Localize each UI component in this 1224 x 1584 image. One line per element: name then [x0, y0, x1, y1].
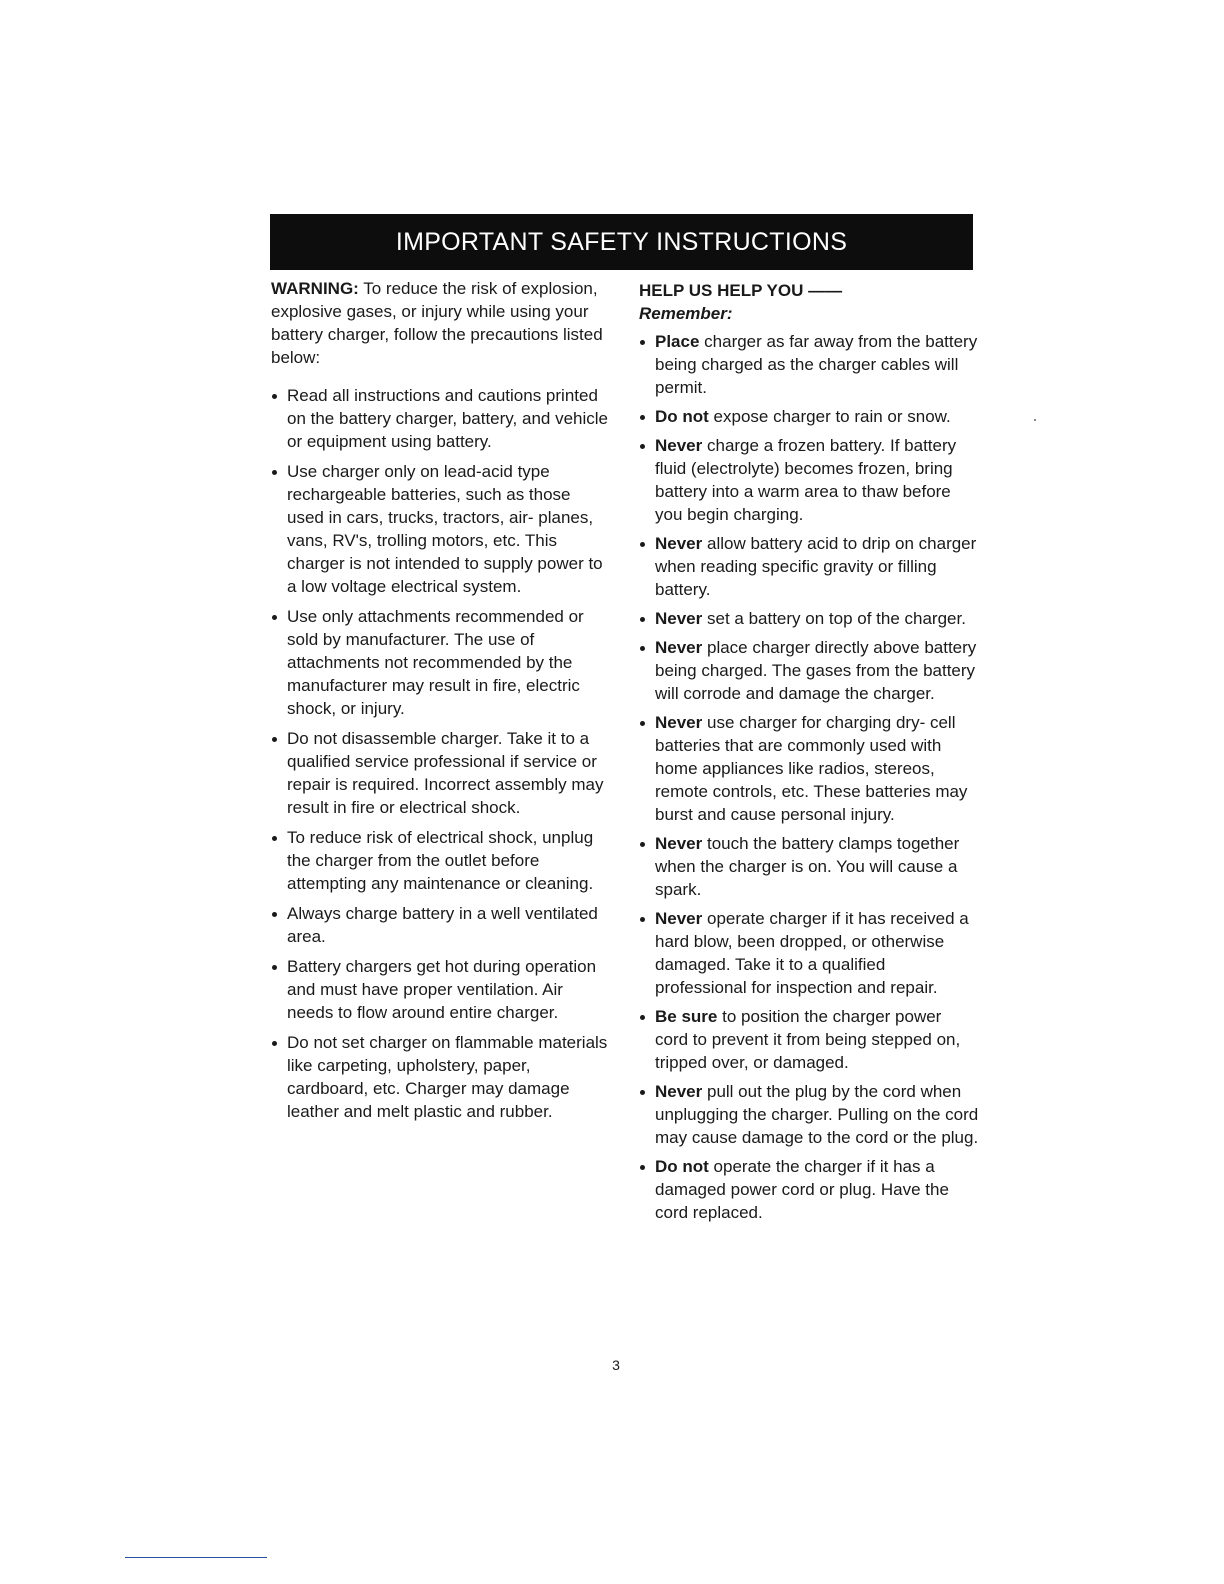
precautions-list	[271, 384, 611, 1123]
list-item	[639, 532, 979, 601]
item-text: place charger directly above battery being charged. The gases from the battery will corrode and damage the charger.	[655, 638, 977, 703]
list-item: Do not disassemble charger. Take it to a qualified service professional if service or repair is required. Incorrect assembly may result in fire or electrical shock.	[271, 727, 611, 819]
item-text: operate charger if it has received a hard blow, been dropped, or otherwise damaged. Take it to a qualified professional for inspection and repair.	[655, 909, 969, 997]
list-item: Always charge battery in a well ventilated area.	[271, 902, 611, 948]
item-keyword: Be sure	[655, 1007, 718, 1026]
list-item	[639, 832, 979, 901]
item-keyword: Place	[655, 332, 700, 351]
list-item	[639, 405, 979, 428]
list-item	[639, 1005, 979, 1074]
item-keyword: Never	[655, 534, 703, 553]
warning-paragraph	[271, 277, 611, 369]
item-keyword: Never	[655, 638, 703, 657]
list-item: Use charger only on lead-acid type rechargeable batteries, such as those used in cars, trucks, tractors, air- planes, vans, RV's, trolling motors, etc. This charger is not intended to supply power to a low voltage electrical system.	[271, 460, 611, 598]
item-keyword: Never	[655, 909, 703, 928]
list-item: Do not set charger on flammable materials like carpeting, upholstery, paper, cardboard, etc. Charger may damage leather and melt plastic and rubber.	[271, 1031, 611, 1123]
warning-text: To reduce the risk of explosion, explosive gases, or injury while using your battery charger, follow the precautions listed below:	[271, 279, 603, 367]
list-item	[639, 711, 979, 826]
item-text: pull out the plug by the cord when unplugging the charger. Pulling on the cord may cause damage to the cord or the plug.	[655, 1082, 979, 1147]
list-item	[639, 636, 979, 705]
remember-list	[639, 330, 979, 1224]
list-item	[639, 434, 979, 526]
item-keyword: Never	[655, 1082, 703, 1101]
item-keyword: Never	[655, 713, 703, 732]
item-text: use charger for charging dry- cell batteries that are commonly used with home appliances like radios, stereos, remote controls, etc. These batteries may burst and cause personal injury.	[655, 713, 968, 824]
item-keyword: Never	[655, 834, 703, 853]
list-item	[639, 330, 979, 399]
list-item	[639, 907, 979, 999]
page-number: 3	[612, 1357, 620, 1373]
list-item: Battery chargers get hot during operation and must have proper ventilation. Air needs to flow around entire charger.	[271, 955, 611, 1024]
list-item: Use only attachments recommended or sold by manufacturer. The use of attachments not recommended by the manufacturer may result in fire, electric shock, or injury.	[271, 605, 611, 720]
remember-label: Remember:	[639, 304, 733, 323]
footer-rule	[125, 1557, 267, 1558]
list-item	[639, 1155, 979, 1224]
right-column	[639, 279, 979, 1230]
list-item	[639, 607, 979, 630]
help-heading: HELP US HELP YOU ——	[639, 281, 843, 300]
item-text: touch the battery clamps together when the charger is on. You will cause a spark.	[655, 834, 960, 899]
item-keyword: Do not	[655, 407, 709, 426]
item-text: expose charger to rain or snow.	[708, 407, 951, 426]
item-text: operate the charger if it has a damaged power cord or plug. Have the cord replaced.	[655, 1157, 949, 1222]
item-text: allow battery acid to drip on charger when reading specific gravity or filling battery.	[655, 534, 977, 599]
list-item	[639, 1080, 979, 1149]
section-title: IMPORTANT SAFETY INSTRUCTIONS	[395, 227, 848, 256]
item-text: set a battery on top of the charger.	[702, 609, 966, 628]
scan-speck	[1034, 419, 1036, 421]
list-item: Read all instructions and cautions printed on the battery charger, battery, and vehicle or equipment using battery.	[271, 384, 611, 453]
item-keyword: Do not	[655, 1157, 709, 1176]
item-keyword: Never	[655, 609, 703, 628]
list-item: To reduce risk of electrical shock, unplug the charger from the outlet before attempting any maintenance or cleaning.	[271, 826, 611, 895]
item-text: charger as far away from the battery being charged as the charger cables will permit.	[655, 332, 978, 397]
item-text: charge a frozen battery. If battery fluid (electrolyte) becomes frozen, bring battery into a warm area to thaw before you begin charging.	[655, 436, 957, 524]
warning-label: WARNING:	[271, 279, 359, 298]
section-title-bar	[270, 214, 973, 270]
left-column	[271, 277, 611, 1130]
item-text: to position the charger power cord to prevent it from being stepped on, tripped over, or damaged.	[655, 1007, 961, 1072]
item-keyword: Never	[655, 436, 703, 455]
